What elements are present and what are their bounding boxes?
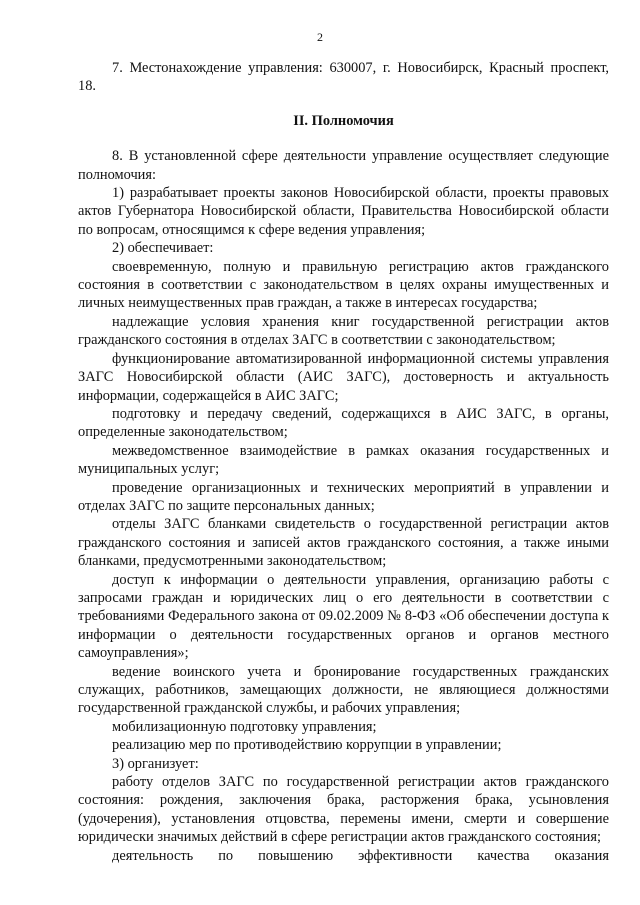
paragraph-location: 7. Местонахождение управления: 630007, г. Новосибирск, Красный проспект, 18. [78,60,609,95]
page-number: 2 [317,30,323,44]
paragraph: функционирование автоматизированной информационной системы управления ЗАГС Новосибирской области (АИС ЗАГС), достоверность и актуальность информации, содержащейся в АИС ЗАГС; [78,350,609,404]
paragraph: своевременную, полную и правильную регистрацию актов гражданского состояния в соответствии с законодательством в целях охраны имущественных и личных неимущественных прав граждан, а также в интересах государства; [78,258,609,312]
paragraph: подготовку и передачу сведений, содержащихся в АИС ЗАГС, в органы, определенные законодательством; [78,405,609,441]
paragraph: проведение организационных и технических мероприятий в управлении и отделах ЗАГС по защите персональных данных; [78,479,609,514]
paragraph-continued: деятельность по повышению эффективности качества оказания [112,847,609,864]
paragraph: межведомственное взаимодействие в рамках оказания государственных и муниципальных услуг; [78,442,609,478]
paragraph: работу отделов ЗАГС по государственной регистрации актов гражданского состояния: рождения, заключения брака, расторжения брака, усыновления (удочерения), установления отцовства, перемены имени, смерти и совершение юридически значимых действий в сфере регистрации актов гражданского состояния; [78,774,609,846]
document-body [78,59,609,865]
paragraph: ведение воинского учета и бронирование государственных гражданских служащих, работников, замещающих должности, не являющиеся должностями государственной гражданской службы, и рабочих управления; [78,663,609,717]
paragraph: мобилизационную подготовку управления; [112,718,377,735]
paragraph: 1) разрабатывает проекты законов Новосибирской области, проекты правовых актов Губернатора Новосибирской области, Правительства Новосибирской области по вопросам, относящимся к сфере ведения управления; [78,185,609,238]
paragraph: 2) обеспечивает: [112,240,214,257]
paragraph: доступ к информации о деятельности управления, организацию работы с запросами граждан и юридических лиц о его деятельности в соответствии с требованиями Федерального закона от 09.02.2009 № 8-ФЗ «Об обеспечении доступа к информации о деятельности государственных органов и органов местного самоуправления»; [78,571,609,662]
paragraph: отделы ЗАГС бланками свидетельств о государственной регистрации актов гражданского состояния и записей актов гражданского состояния, а также иными бланками, предусмотренными законодательством; [78,516,609,570]
paragraph: 8. В установленной сфере деятельности управление осуществляет следующие полномочия: [78,148,609,183]
section-heading: II. Полномочия [293,112,394,129]
paragraph: 3) организует: [112,755,199,772]
paragraph: надлежащие условия хранения книг государственной регистрации актов гражданского состояния в отделах ЗАГС в соответствии с законодательством; [78,313,609,349]
paragraph: реализацию мер по противодействию коррупции в управлении; [112,737,502,754]
